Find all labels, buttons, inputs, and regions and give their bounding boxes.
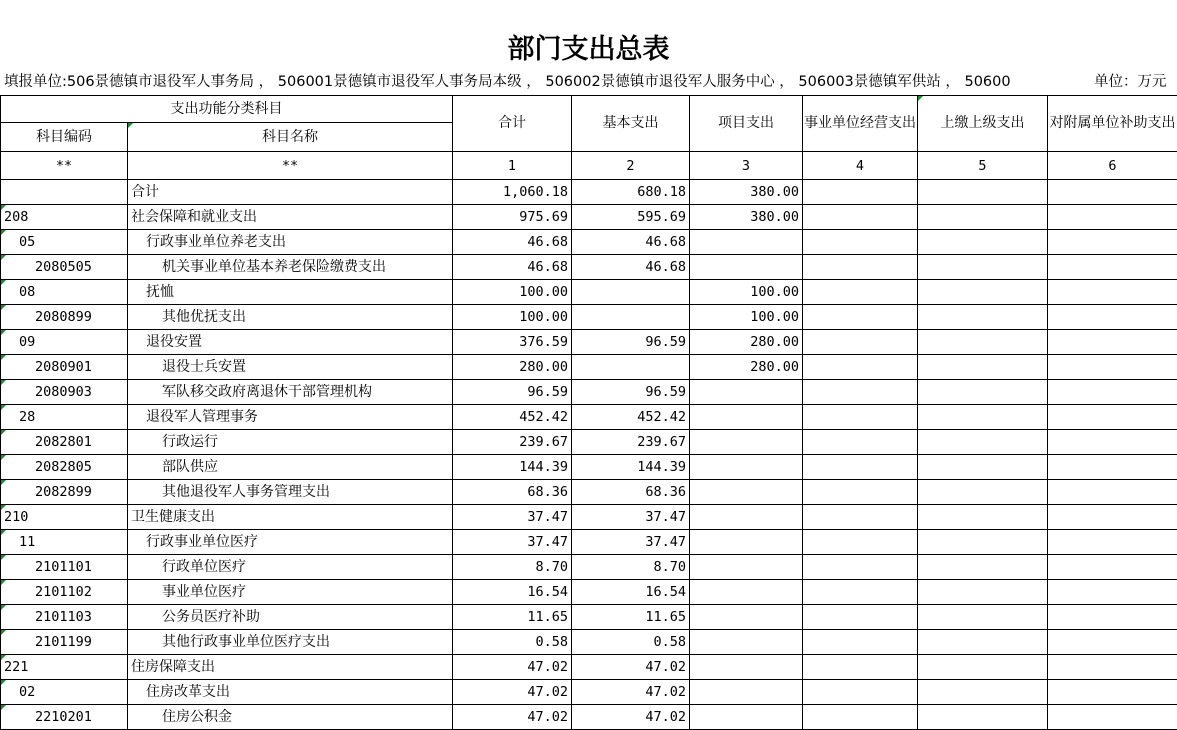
code-cell: 2101102	[1, 580, 128, 605]
subsidy-cell	[1048, 355, 1177, 380]
subsidy-cell	[1048, 580, 1177, 605]
code-cell	[1, 180, 128, 205]
table-row	[1, 680, 1177, 705]
basic-cell: 47.02	[572, 680, 690, 705]
basic-cell	[572, 355, 690, 380]
index-cell: 2	[572, 152, 690, 180]
project-cell	[690, 505, 803, 530]
code-cell: 221	[1, 655, 128, 680]
code-cell: 2080903	[1, 380, 128, 405]
name-cell: 事业单位医疗	[128, 580, 453, 605]
upper-cell	[918, 705, 1048, 730]
total-cell: 37.47	[453, 530, 572, 555]
basic-cell	[572, 280, 690, 305]
business-cell	[803, 380, 918, 405]
total-cell: 8.70	[453, 555, 572, 580]
total-cell: 46.68	[453, 230, 572, 255]
name-cell: 行政事业单位养老支出	[128, 230, 453, 255]
upper-cell	[918, 355, 1048, 380]
subsidy-cell	[1048, 705, 1177, 730]
header-project: 项目支出	[690, 96, 803, 152]
upper-cell	[918, 180, 1048, 205]
header-code: 科目编码	[1, 123, 128, 152]
project-cell: 380.00	[690, 180, 803, 205]
code-cell: 2101103	[1, 605, 128, 630]
total-cell: 16.54	[453, 580, 572, 605]
name-cell: 卫生健康支出	[128, 505, 453, 530]
upper-cell	[918, 380, 1048, 405]
total-cell: 239.67	[453, 430, 572, 455]
name-cell: 其他优抚支出	[128, 305, 453, 330]
subsidy-cell	[1048, 180, 1177, 205]
project-cell	[690, 455, 803, 480]
name-cell: 军队移交政府离退休干部管理机构	[128, 380, 453, 405]
total-cell: 46.68	[453, 255, 572, 280]
table-row	[1, 580, 1177, 605]
subsidy-cell	[1048, 480, 1177, 505]
total-cell: 47.02	[453, 655, 572, 680]
business-cell	[803, 180, 918, 205]
business-cell	[803, 255, 918, 280]
business-cell	[803, 430, 918, 455]
header-category: 支出功能分类科目	[1, 96, 453, 123]
index-cell: **	[128, 152, 453, 180]
table-row	[1, 705, 1177, 730]
header-basic: 基本支出	[572, 96, 690, 152]
subsidy-cell	[1048, 430, 1177, 455]
upper-cell	[918, 305, 1048, 330]
business-cell	[803, 280, 918, 305]
total-cell: 68.36	[453, 480, 572, 505]
subsidy-cell	[1048, 455, 1177, 480]
upper-cell	[918, 480, 1048, 505]
name-cell: 社会保障和就业支出	[128, 205, 453, 230]
upper-cell	[918, 555, 1048, 580]
project-cell	[690, 405, 803, 430]
index-cell: 1	[453, 152, 572, 180]
project-cell	[690, 630, 803, 655]
project-cell: 380.00	[690, 205, 803, 230]
code-cell: 2210201	[1, 705, 128, 730]
index-cell: 3	[690, 152, 803, 180]
subsidy-cell	[1048, 280, 1177, 305]
project-cell	[690, 480, 803, 505]
subsidy-cell	[1048, 205, 1177, 230]
table-row	[1, 205, 1177, 230]
header-row-1	[1, 96, 1177, 123]
upper-cell	[918, 255, 1048, 280]
basic-cell: 0.58	[572, 630, 690, 655]
project-cell	[690, 580, 803, 605]
business-cell	[803, 505, 918, 530]
subsidy-cell	[1048, 405, 1177, 430]
subsidy-cell	[1048, 255, 1177, 280]
name-cell: 抚恤	[128, 280, 453, 305]
total-cell: 1,060.18	[453, 180, 572, 205]
unit-label: 单位：万元	[1094, 74, 1167, 90]
upper-cell	[918, 430, 1048, 455]
upper-cell	[918, 605, 1048, 630]
total-cell: 37.47	[453, 505, 572, 530]
project-cell	[690, 555, 803, 580]
project-cell	[690, 430, 803, 455]
table-row	[1, 505, 1177, 530]
business-cell	[803, 530, 918, 555]
basic-cell: 8.70	[572, 555, 690, 580]
total-cell: 47.02	[453, 705, 572, 730]
upper-cell	[918, 330, 1048, 355]
name-cell: 住房保障支出	[128, 655, 453, 680]
name-cell: 行政运行	[128, 430, 453, 455]
basic-cell: 47.02	[572, 705, 690, 730]
basic-cell: 37.47	[572, 505, 690, 530]
table-row	[1, 255, 1177, 280]
subsidy-cell	[1048, 555, 1177, 580]
table-row	[1, 430, 1177, 455]
upper-cell	[918, 580, 1048, 605]
name-cell: 合计	[128, 180, 453, 205]
index-cell: 4	[803, 152, 918, 180]
code-cell: 2082801	[1, 430, 128, 455]
subsidy-cell	[1048, 505, 1177, 530]
code-cell: 2101101	[1, 555, 128, 580]
project-cell: 100.00	[690, 305, 803, 330]
code-cell: 2080505	[1, 255, 128, 280]
subsidy-cell	[1048, 655, 1177, 680]
upper-cell	[918, 680, 1048, 705]
name-cell: 部队供应	[128, 455, 453, 480]
upper-cell	[918, 280, 1048, 305]
table-row	[1, 480, 1177, 505]
business-cell	[803, 630, 918, 655]
basic-cell	[572, 305, 690, 330]
business-cell	[803, 205, 918, 230]
basic-cell: 68.36	[572, 480, 690, 505]
basic-cell: 144.39	[572, 455, 690, 480]
basic-cell: 680.18	[572, 180, 690, 205]
subsidy-cell	[1048, 630, 1177, 655]
business-cell	[803, 655, 918, 680]
table-row	[1, 305, 1177, 330]
basic-cell: 595.69	[572, 205, 690, 230]
table-row	[1, 455, 1177, 480]
name-cell: 行政单位医疗	[128, 555, 453, 580]
table-row	[1, 605, 1177, 630]
expenditure-table	[0, 95, 1177, 730]
total-cell: 0.58	[453, 630, 572, 655]
index-row	[1, 152, 1177, 180]
table-row	[1, 380, 1177, 405]
total-cell: 47.02	[453, 680, 572, 705]
code-cell: 05	[1, 230, 128, 255]
subsidy-cell	[1048, 380, 1177, 405]
code-cell: 210	[1, 505, 128, 530]
project-cell	[690, 380, 803, 405]
project-cell	[690, 680, 803, 705]
project-cell	[690, 230, 803, 255]
total-cell: 280.00	[453, 355, 572, 380]
table-row	[1, 180, 1177, 205]
total-cell: 376.59	[453, 330, 572, 355]
business-cell	[803, 405, 918, 430]
business-cell	[803, 605, 918, 630]
name-cell: 住房公积金	[128, 705, 453, 730]
subsidy-cell	[1048, 230, 1177, 255]
upper-cell	[918, 505, 1048, 530]
business-cell	[803, 480, 918, 505]
business-cell	[803, 455, 918, 480]
business-cell	[803, 355, 918, 380]
upper-cell	[918, 630, 1048, 655]
total-cell: 96.59	[453, 380, 572, 405]
code-cell: 2080899	[1, 305, 128, 330]
project-cell: 280.00	[690, 330, 803, 355]
index-cell: 5	[918, 152, 1048, 180]
business-cell	[803, 555, 918, 580]
name-cell: 其他行政事业单位医疗支出	[128, 630, 453, 655]
basic-cell: 96.59	[572, 330, 690, 355]
name-cell: 行政事业单位医疗	[128, 530, 453, 555]
total-cell: 144.39	[453, 455, 572, 480]
business-cell	[803, 230, 918, 255]
name-cell: 公务员医疗补助	[128, 605, 453, 630]
total-cell: 100.00	[453, 280, 572, 305]
index-cell: 6	[1048, 152, 1177, 180]
code-cell: 2082899	[1, 480, 128, 505]
table-row	[1, 355, 1177, 380]
table-row	[1, 655, 1177, 680]
table-row	[1, 405, 1177, 430]
basic-cell: 16.54	[572, 580, 690, 605]
index-cell: **	[1, 152, 128, 180]
basic-cell: 11.65	[572, 605, 690, 630]
basic-cell: 96.59	[572, 380, 690, 405]
project-cell	[690, 655, 803, 680]
code-cell: 2101199	[1, 630, 128, 655]
business-cell	[803, 705, 918, 730]
filler-unit-info: 填报单位:506景德镇市退役军人事务局 ， 506001景德镇市退役军人事务局本级 ， 506002景德镇市退役军人服务中心 ， 506003景德镇军供站 ， 50600	[4, 74, 1011, 90]
code-cell: 2080901	[1, 355, 128, 380]
project-cell: 100.00	[690, 280, 803, 305]
code-cell: 2082805	[1, 455, 128, 480]
total-cell: 452.42	[453, 405, 572, 430]
name-cell: 退役安置	[128, 330, 453, 355]
code-cell: 11	[1, 530, 128, 555]
project-cell	[690, 530, 803, 555]
project-cell	[690, 255, 803, 280]
code-cell: 08	[1, 280, 128, 305]
header-total: 合计	[453, 96, 572, 152]
basic-cell: 452.42	[572, 405, 690, 430]
project-cell	[690, 705, 803, 730]
page-title: 部门支出总表	[507, 34, 670, 65]
business-cell	[803, 330, 918, 355]
upper-cell	[918, 455, 1048, 480]
table-row	[1, 530, 1177, 555]
name-cell: 机关事业单位基本养老保险缴费支出	[128, 255, 453, 280]
table-row	[1, 280, 1177, 305]
upper-cell	[918, 230, 1048, 255]
subsidy-cell	[1048, 330, 1177, 355]
upper-cell	[918, 205, 1048, 230]
code-cell: 09	[1, 330, 128, 355]
header-subsidy: 对附属单位补助支出	[1048, 96, 1177, 152]
upper-cell	[918, 405, 1048, 430]
subsidy-cell	[1048, 305, 1177, 330]
project-cell	[690, 605, 803, 630]
subsidy-cell	[1048, 605, 1177, 630]
code-cell: 02	[1, 680, 128, 705]
total-cell: 11.65	[453, 605, 572, 630]
table-row	[1, 630, 1177, 655]
table-row	[1, 230, 1177, 255]
code-cell: 28	[1, 405, 128, 430]
business-cell	[803, 580, 918, 605]
name-cell: 退役士兵安置	[128, 355, 453, 380]
upper-cell	[918, 530, 1048, 555]
upper-cell	[918, 655, 1048, 680]
table-row	[1, 330, 1177, 355]
basic-cell: 47.02	[572, 655, 690, 680]
header-business: 事业单位经营支出	[803, 96, 918, 152]
basic-cell: 37.47	[572, 530, 690, 555]
basic-cell: 46.68	[572, 230, 690, 255]
name-cell: 其他退役军人事务管理支出	[128, 480, 453, 505]
basic-cell: 46.68	[572, 255, 690, 280]
business-cell	[803, 680, 918, 705]
table-row	[1, 555, 1177, 580]
header-upper: 上缴上级支出	[918, 96, 1048, 152]
header-name: 科目名称	[128, 123, 453, 152]
total-cell: 100.00	[453, 305, 572, 330]
basic-cell: 239.67	[572, 430, 690, 455]
name-cell: 住房改革支出	[128, 680, 453, 705]
business-cell	[803, 305, 918, 330]
subsidy-cell	[1048, 680, 1177, 705]
subsidy-cell	[1048, 530, 1177, 555]
code-cell: 208	[1, 205, 128, 230]
project-cell: 280.00	[690, 355, 803, 380]
name-cell: 退役军人管理事务	[128, 405, 453, 430]
total-cell: 975.69	[453, 205, 572, 230]
